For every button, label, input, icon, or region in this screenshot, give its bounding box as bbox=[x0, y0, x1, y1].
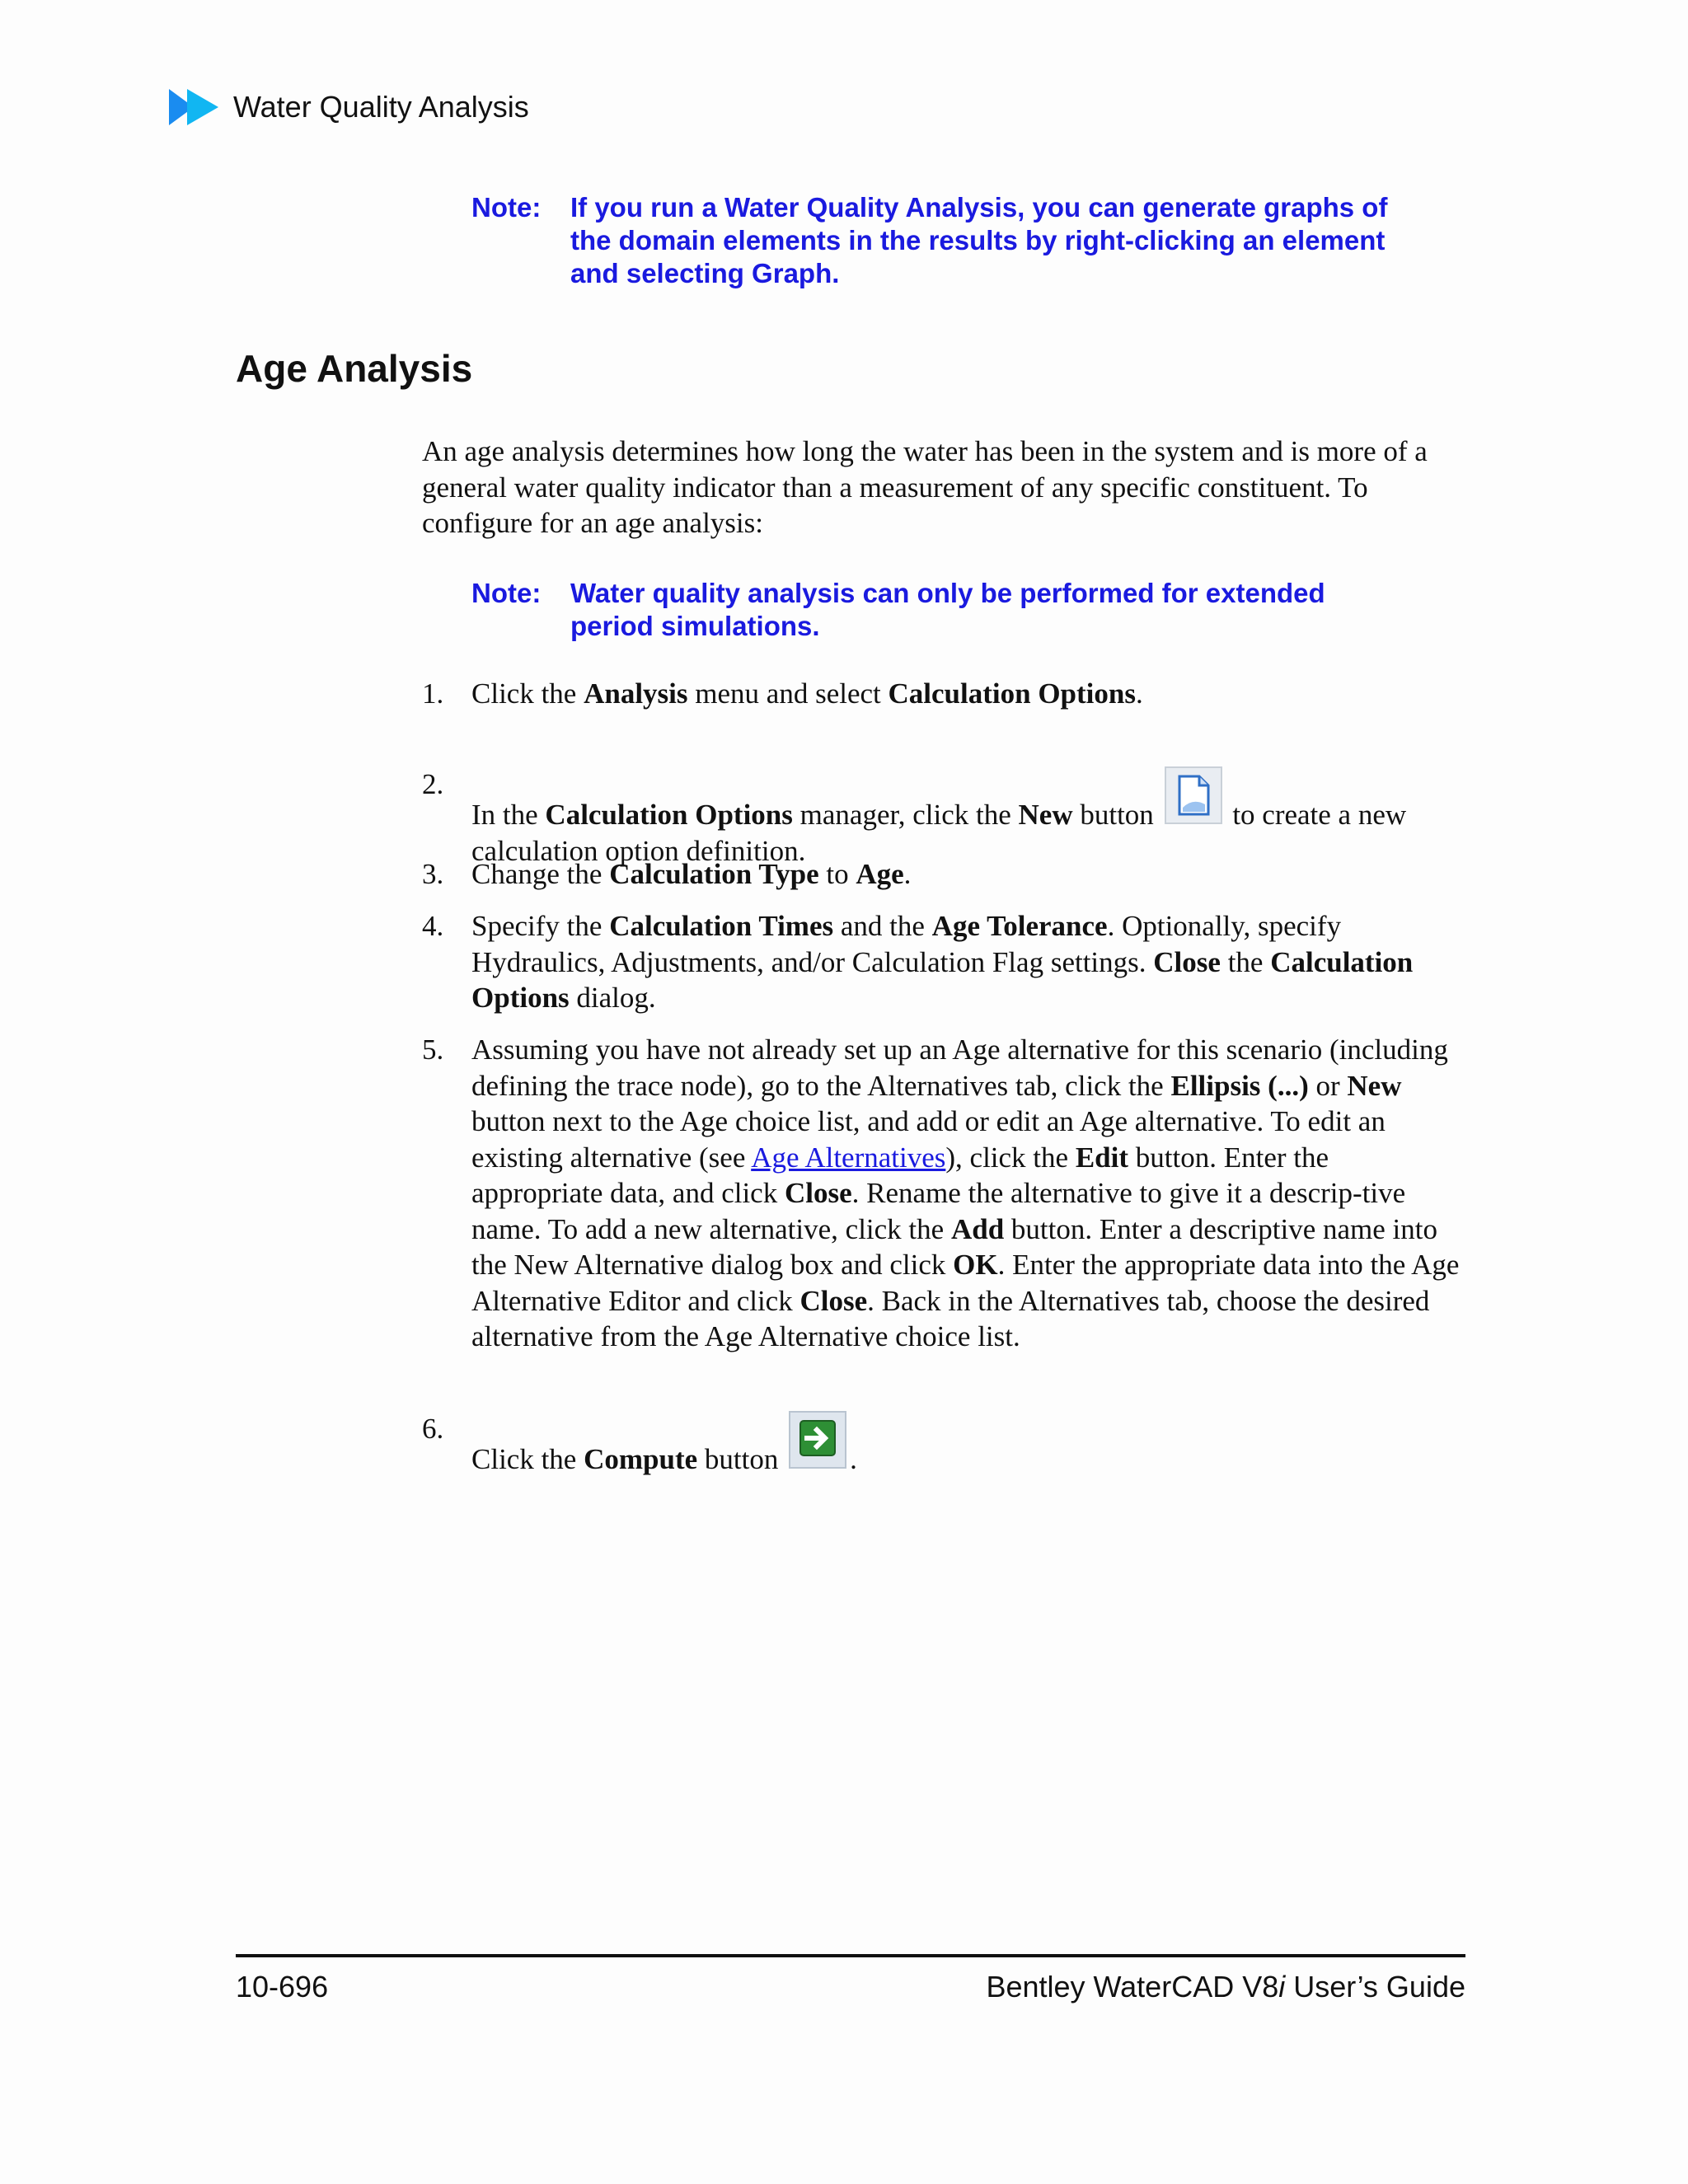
compute-arrow-icon bbox=[789, 1411, 846, 1478]
step-text bbox=[471, 908, 1461, 1016]
step-number: 6. bbox=[422, 1413, 444, 1445]
ui-term: Analysis bbox=[584, 677, 688, 710]
step-text-run: the bbox=[1220, 945, 1271, 978]
step-text-run: ), click the bbox=[945, 1141, 1076, 1174]
step-text-run: button next to the Age choice list, and add or edit an Age alternative. To edit an existing alternative (see bbox=[471, 1105, 1386, 1174]
step-text-run: button bbox=[1072, 799, 1161, 831]
ui-term: New bbox=[1018, 799, 1073, 831]
ui-term: Edit bbox=[1075, 1141, 1129, 1174]
step-text-run: . Rename the alternative to give it a descrip-tive name. To add a new alternative, click the bbox=[471, 1177, 1406, 1245]
step-number: 3. bbox=[422, 858, 444, 890]
step-text bbox=[471, 676, 1461, 712]
double-arrow-icon bbox=[169, 89, 220, 125]
ui-term: Ellipsis (...) bbox=[1170, 1069, 1309, 1102]
step-text-run: Click the bbox=[471, 1443, 584, 1475]
step-text bbox=[471, 766, 1461, 869]
step-text-run: . Optionally, specify Hydraulics, Adjustments, and/or Calculation Flag settings. bbox=[471, 910, 1342, 978]
step-text-run: Click the bbox=[471, 677, 584, 710]
cross-reference-link[interactable]: Age Alternatives bbox=[751, 1141, 946, 1174]
step-text-run: to bbox=[818, 858, 856, 890]
ui-term: OK bbox=[953, 1249, 998, 1281]
ui-term: Age bbox=[856, 858, 904, 890]
step-text bbox=[471, 856, 1461, 893]
step-text-run: Specify the bbox=[471, 910, 610, 942]
new-document-icon bbox=[1165, 766, 1222, 833]
step-number: 2. bbox=[422, 768, 444, 800]
list-item bbox=[422, 856, 1477, 893]
step-text-run: manager, click the bbox=[792, 799, 1019, 831]
section-label: Water Quality Analysis bbox=[233, 90, 529, 124]
step-text-run: to create a new calculation option definition. bbox=[471, 799, 1407, 867]
step-number: 5. bbox=[422, 1033, 444, 1066]
ui-term: Calculation Options bbox=[471, 945, 1414, 1014]
step-text-run: dialog. bbox=[569, 982, 656, 1014]
list-item bbox=[422, 908, 1477, 1016]
step-text-run: button bbox=[697, 1443, 786, 1475]
ui-term: New bbox=[1347, 1069, 1402, 1102]
step-text-run: . bbox=[850, 1443, 857, 1475]
step-text-run: button. Enter a descriptive name into the New Alternative dialog box and click bbox=[471, 1212, 1437, 1281]
step-text-run: . Back in the Alternatives tab, choose the desired alternative from the Age Alternative choice list. bbox=[471, 1284, 1430, 1352]
list-item bbox=[422, 1411, 1477, 1478]
step-text-run: . Enter the appropriate data into the Age Alternative Editor and click bbox=[471, 1249, 1460, 1317]
section-title: Age Analysis bbox=[236, 347, 473, 390]
running-header bbox=[169, 89, 529, 125]
page-number: 10-696 bbox=[236, 1970, 329, 2004]
step-text-run: menu and select bbox=[687, 677, 889, 710]
step-text-run: In the bbox=[471, 799, 546, 831]
ui-term: Add bbox=[950, 1212, 1005, 1245]
step-number: 1. bbox=[422, 677, 444, 710]
list-item bbox=[422, 766, 1477, 869]
step-number: 4. bbox=[422, 910, 444, 942]
step-text-run: . bbox=[1135, 677, 1143, 710]
step-text-run: button. Enter the appropriate data, and click bbox=[471, 1141, 1329, 1209]
step-text-run: Change the bbox=[471, 858, 610, 890]
note-graphs bbox=[471, 191, 1428, 290]
step-text bbox=[471, 1032, 1461, 1355]
note-label: Note: bbox=[471, 578, 542, 608]
ui-term: Age Tolerance bbox=[931, 910, 1108, 942]
step-text-run: Assuming you have not already set up an Age alternative for this scenario (including defining the trace node), go to the Alternatives tab, click the bbox=[471, 1033, 1448, 1102]
intro-paragraph: An age analysis determines how long the water has been in the system and is more of a general water quality indicator than a measurement of any specific constituent. To configure for an age analysis: bbox=[422, 435, 1428, 539]
note-extended-period bbox=[471, 577, 1395, 643]
step-text-run: . bbox=[903, 858, 912, 890]
ui-term: Calculation Options bbox=[545, 799, 793, 831]
list-item bbox=[422, 1032, 1477, 1355]
book-title: Bentley WaterCAD V8i User’s Guide bbox=[986, 1970, 1465, 2004]
note-text: If you run a Water Quality Analysis, you can generate graphs of the domain elements in the results by right-clicking an element and selecting Graph. bbox=[570, 192, 1388, 288]
ui-term: Calculation Type bbox=[609, 858, 819, 890]
ui-term: Close bbox=[784, 1177, 852, 1209]
ui-term: Calculation Options bbox=[888, 677, 1136, 710]
list-item bbox=[422, 676, 1477, 712]
ui-term: Calculation Times bbox=[609, 910, 834, 942]
ui-term: Close bbox=[1153, 945, 1221, 978]
note-text: Water quality analysis can only be performed for extended period simulations. bbox=[570, 578, 1325, 641]
footer-rule bbox=[236, 1954, 1465, 1957]
step-text-run: or bbox=[1308, 1069, 1348, 1102]
note-label: Note: bbox=[471, 192, 542, 223]
ui-term: Close bbox=[799, 1284, 868, 1317]
step-text-run: and the bbox=[833, 910, 932, 942]
ui-term: Compute bbox=[584, 1443, 698, 1475]
step-text bbox=[471, 1411, 1461, 1478]
